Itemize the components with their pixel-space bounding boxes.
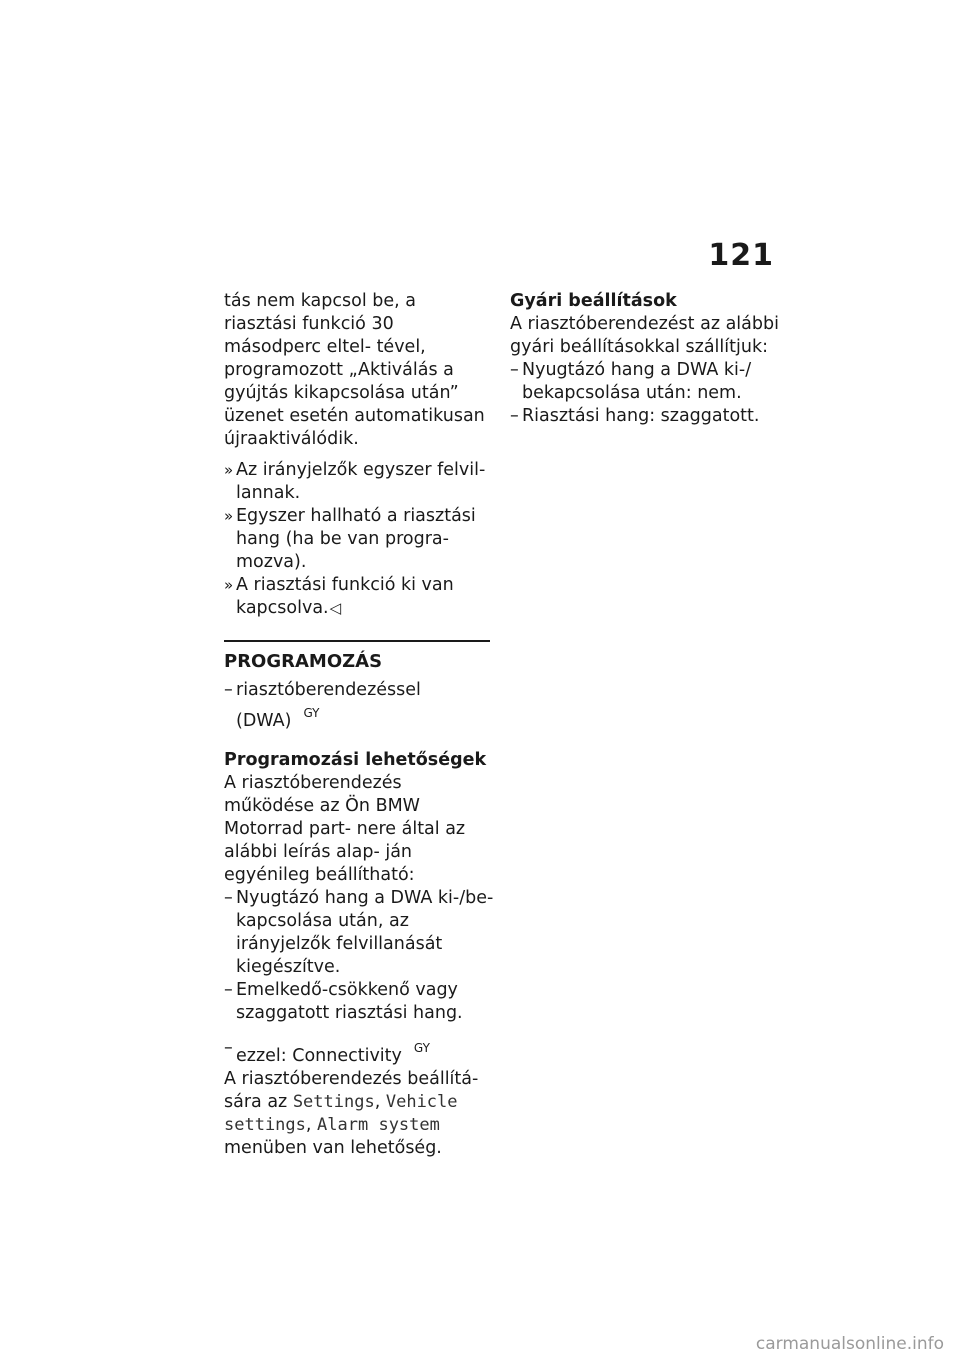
- default-item: – Nyugtázó hang a DWA ki-/ bekapcsolása után: nem.: [510, 359, 780, 405]
- scope-text: ezzel: Connectivity: [236, 1046, 402, 1066]
- menu-path-settings: Settings: [292, 1092, 375, 1112]
- scope-text: riasztóberendezéssel (DWA): [236, 680, 421, 731]
- subheading: Programozási lehetőségek: [224, 750, 487, 770]
- scope-line: [224, 1037, 494, 1068]
- intro-paragraph: tás nem kapcsol be, a riasztási funkció 30 másodperc eltel- tével, programozott „Aktiválás a gyújtás kikapcsolása után” üzenet esetén automatikusan újraaktiválódik.: [224, 291, 485, 449]
- menu-path-vehicle-settings: Vehicle settings: [224, 1092, 458, 1135]
- result-item: » Az irányjelzők egyszer felvil- lannak.: [224, 459, 494, 505]
- result-item: » Egyszer hallható a riasztási hang (ha be van progra- mozva).: [224, 505, 494, 574]
- left-column: [224, 290, 494, 1160]
- menu-paragraph: [224, 1068, 494, 1160]
- menu-separator: ,: [305, 1115, 312, 1135]
- right-column: [510, 290, 780, 428]
- result-list: [224, 459, 494, 620]
- country-badge: GY: [413, 1041, 430, 1055]
- result-item: [224, 574, 494, 620]
- factory-heading: Gyári beállítások: [510, 291, 677, 311]
- scope-line: [224, 679, 494, 733]
- options-list: [224, 887, 494, 1025]
- default-item: – Riasztási hang: szaggatott.: [510, 405, 780, 428]
- option-item: – Emelkedő-csökkenő vagy szaggatott riasztási hang.: [224, 979, 494, 1025]
- menu-text-after: menüben van lehetőség.: [224, 1138, 442, 1158]
- factory-defaults-list: [510, 359, 780, 428]
- scope-item: [224, 1037, 494, 1068]
- end-triangle-icon: ◁: [329, 599, 342, 617]
- menu-separator: ,: [374, 1092, 381, 1112]
- section-title: PROGRAMOZÁS: [224, 640, 490, 673]
- watermark-link[interactable]: carmanualsonline.info: [755, 1334, 944, 1354]
- menu-path-alarm-system: Alarm system: [317, 1115, 440, 1135]
- options-paragraph: A riasztóberendezés működése az Ön BMW Motorrad part- nere által az alábbi leírás alap- ján egyénileg beállítható:: [224, 773, 466, 885]
- menu-text-before: A riasztóberendezés beállítá- sára az: [224, 1069, 479, 1112]
- factory-paragraph: A riasztóberendezést az alábbi gyári beállításokkal szállítjuk:: [510, 314, 779, 357]
- option-item: – Nyugtázó hang a DWA ki-/be- kapcsolása után, az irányjelzők felvillanását kiegészítve.: [224, 887, 494, 979]
- scope-item: [224, 679, 494, 733]
- result-item-text: A riasztási funkció ki van kapcsolva.: [236, 575, 454, 618]
- page-number: 121: [708, 238, 774, 273]
- country-badge: GY: [303, 706, 320, 720]
